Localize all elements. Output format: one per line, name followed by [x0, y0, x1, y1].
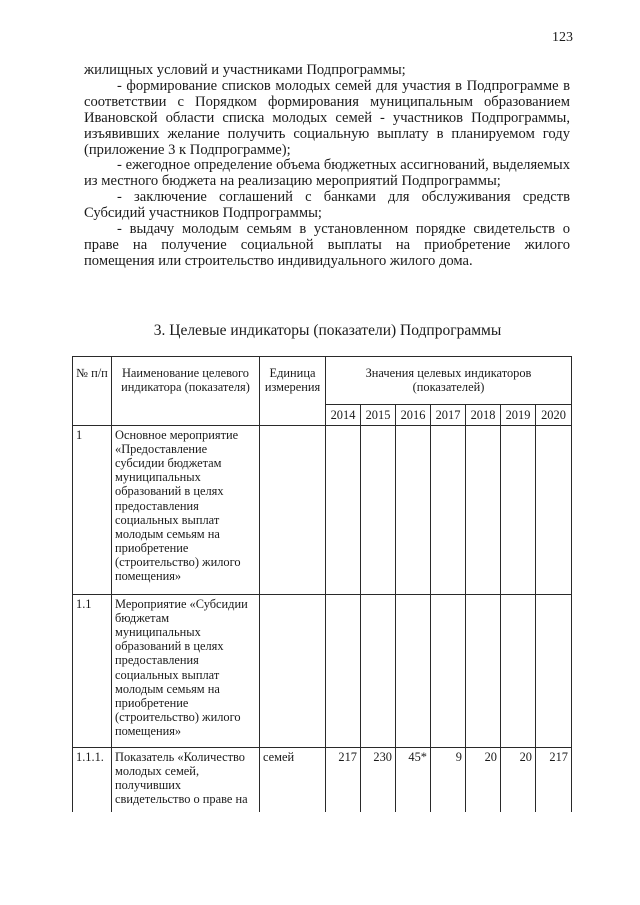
header-values: Значения целевых индикаторов (показателей) — [326, 357, 572, 405]
indicators-table — [72, 356, 572, 812]
table-row — [73, 426, 572, 595]
row-name: Мероприятие «Субсидии бюджетам муниципальных образований в целях предоставления социальных выплат молодым семьям на приобретение (строительство) жилого помещения» — [112, 595, 260, 748]
row-value — [536, 426, 572, 595]
row-value: 217 — [326, 748, 361, 813]
body-text — [84, 63, 570, 270]
year-header: 2016 — [396, 405, 431, 426]
row-number: 1.1 — [73, 595, 112, 748]
row-name: Основное мероприятие «Предоставление субсидии бюджетам муниципальных образований в целях предоставления социальных выплат молодым семьям на приобретение (строительство) жилого помещения» — [112, 426, 260, 595]
year-header: 2017 — [431, 405, 466, 426]
row-value — [466, 595, 501, 748]
row-value — [431, 595, 466, 748]
header-number: № п/п — [73, 357, 112, 426]
year-header: 2019 — [501, 405, 536, 426]
row-value: 230 — [361, 748, 396, 813]
table-row — [73, 595, 572, 748]
year-header: 2014 — [326, 405, 361, 426]
row-value — [396, 426, 431, 595]
row-value — [431, 426, 466, 595]
row-value — [396, 595, 431, 748]
year-header: 2020 — [536, 405, 572, 426]
row-value — [326, 426, 361, 595]
row-value — [501, 426, 536, 595]
row-value: 217 — [536, 748, 572, 813]
section-title: 3. Целевые индикаторы (показатели) Подпрограммы — [153, 322, 502, 339]
row-value: 45* — [396, 748, 431, 813]
row-number: 1.1.1. — [73, 748, 112, 813]
paragraph: - ежегодное определение объема бюджетных ассигнований, выделяемых из местного бюджета на реализацию мероприятий Подпрограммы; — [84, 157, 570, 190]
header-name: Наименование целевого индикатора (показателя) — [112, 357, 260, 426]
row-unit — [260, 595, 326, 748]
table-header-row — [73, 357, 572, 405]
row-name: Показатель «Количество молодых семей, получивших свидетельство о праве на — [112, 748, 260, 813]
table-row — [73, 748, 572, 813]
row-unit: семей — [260, 748, 326, 813]
row-value — [326, 595, 361, 748]
year-header: 2015 — [361, 405, 396, 426]
year-header: 2018 — [466, 405, 501, 426]
row-number: 1 — [73, 426, 112, 595]
row-value — [536, 595, 572, 748]
row-value — [361, 595, 396, 748]
header-unit: Единица измерения — [260, 357, 326, 426]
paragraph: - выдачу молодым семьям в установленном порядке свидетельств о праве на получение социальной выплаты на приобретение жилого помещения или строительство индивидуального жилого дома. — [84, 221, 570, 269]
row-value: 20 — [466, 748, 501, 813]
row-unit — [260, 426, 326, 595]
row-value — [501, 595, 536, 748]
paragraph: жилищных условий и участниками Подпрограммы; — [84, 62, 406, 78]
paragraph: - заключение соглашений с банками для обслуживания средств Субсидий участников Подпрограммы; — [84, 189, 570, 222]
row-value — [361, 426, 396, 595]
paragraph: - формирование списков молодых семей для участия в Подпрограмме в соответствии с Порядком формирования муниципальным образованием Ивановской области списка молодых семей - участников Подпрограммы, изъявивших желание получить социальную выплату в планируемом году (приложение 3 к Подпрограмме); — [84, 77, 570, 158]
page-number: 123 — [552, 30, 573, 45]
row-value: 20 — [501, 748, 536, 813]
row-value: 9 — [431, 748, 466, 813]
row-value — [466, 426, 501, 595]
